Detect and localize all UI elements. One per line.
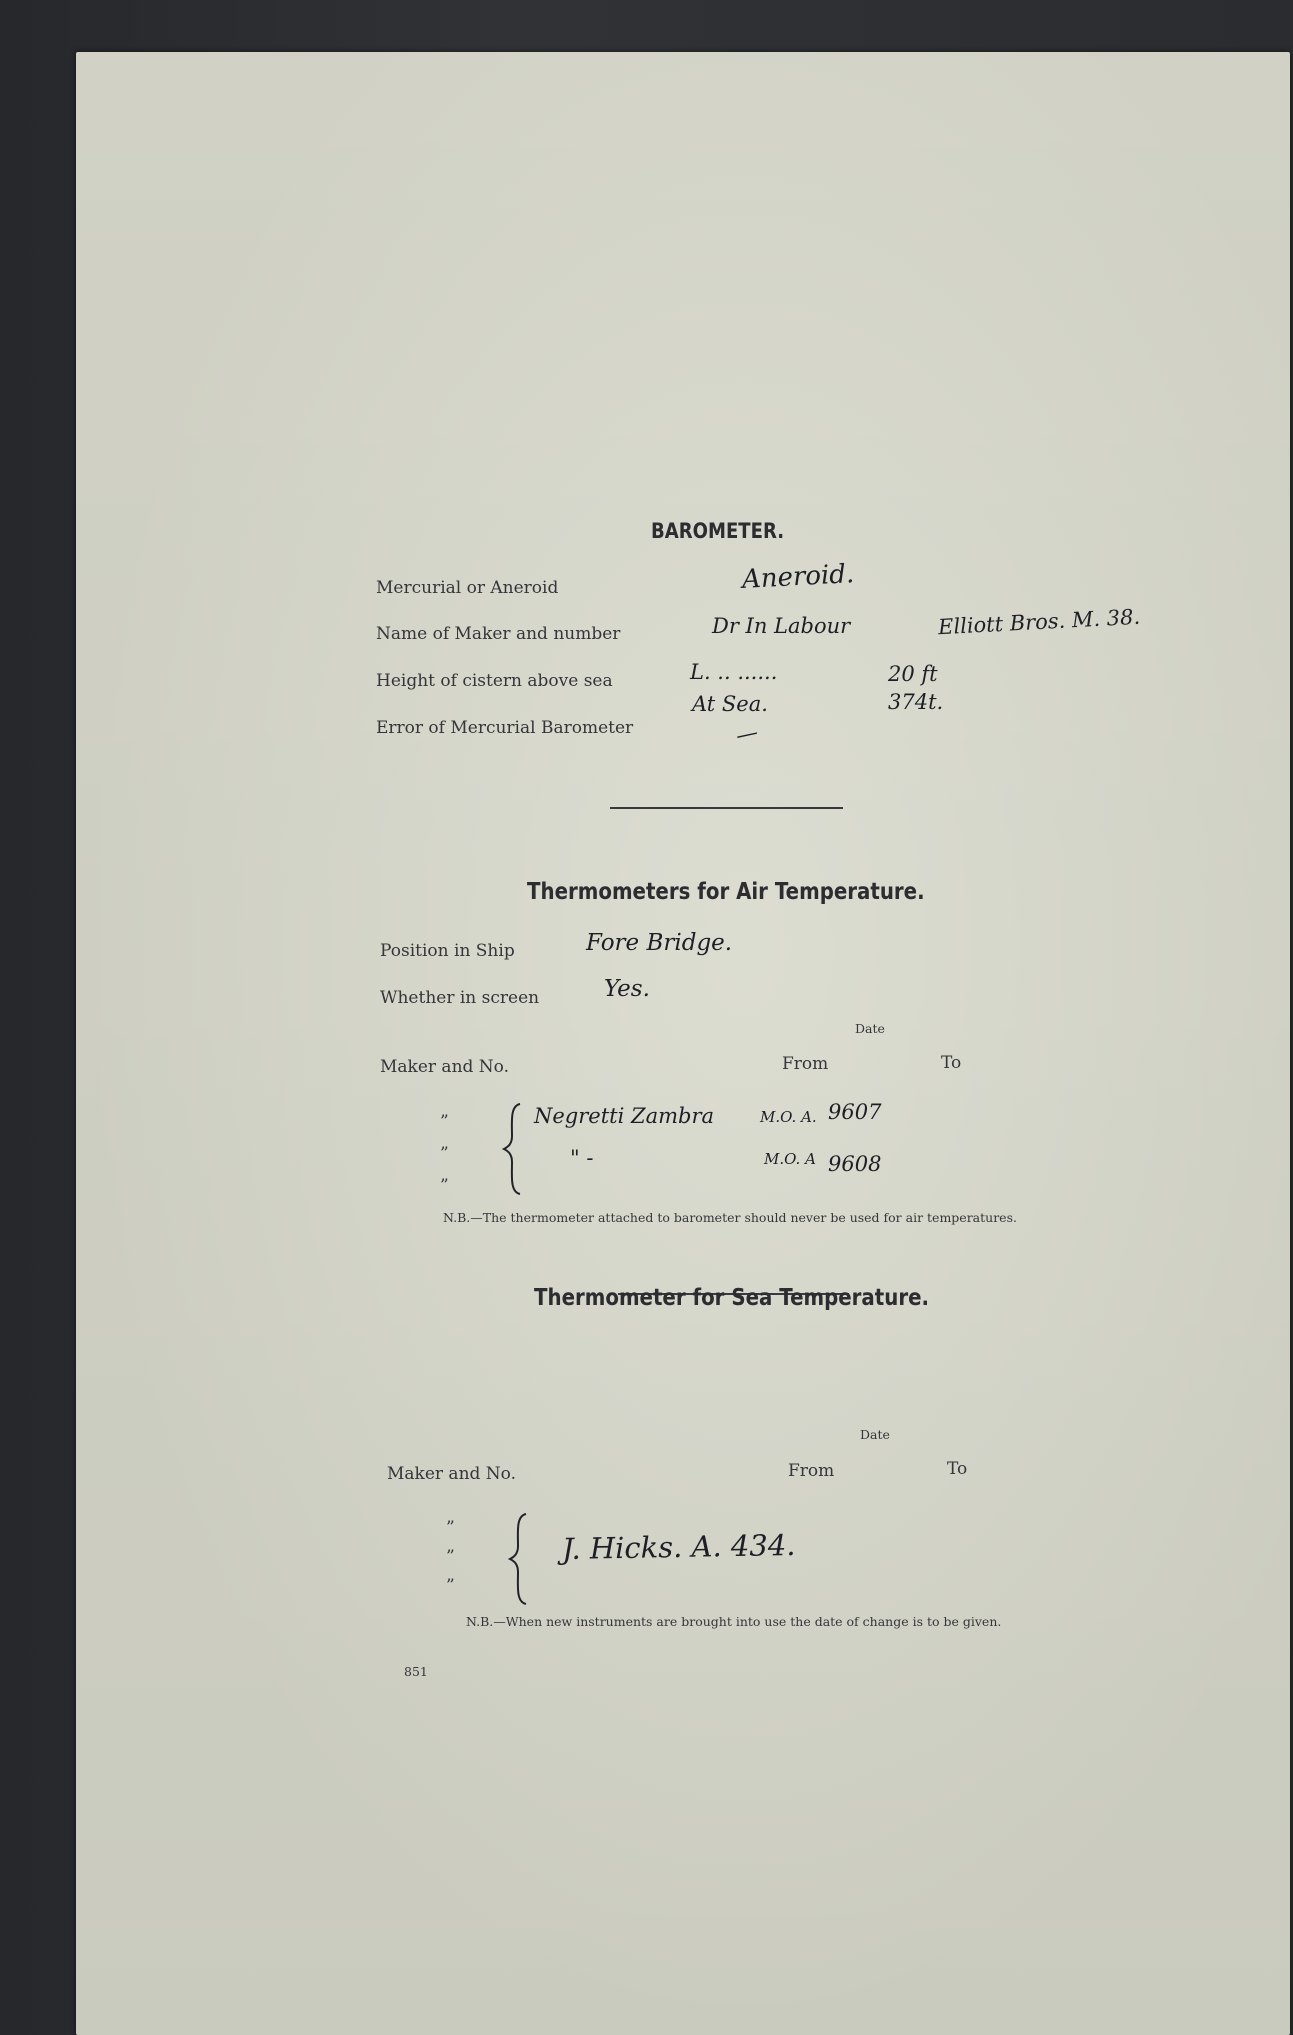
- sea-brace-icon: [508, 1512, 530, 1606]
- barometer-height-label: Height of cistern above sea: [376, 671, 613, 691]
- barometer-height-value: 20 ft: [888, 662, 938, 686]
- air-thermometers-heading: Thermometers for Air Temperature.: [527, 879, 925, 905]
- sea-to-label: To: [947, 1459, 968, 1479]
- air-ditto-2: ”: [440, 1144, 449, 1164]
- form-page: [76, 52, 1290, 2035]
- air-row2-number: 9608: [828, 1152, 882, 1176]
- air-screen-handwriting: Yes.: [604, 976, 650, 1002]
- barometer-error-mark: —: [733, 719, 761, 750]
- sea-thermometer-heading: Thermometer for Sea Temperature.: [534, 1285, 930, 1311]
- barometer-height-dots: L. .. ......: [690, 660, 778, 684]
- form-number: 851: [404, 1664, 428, 1679]
- barometer-at-sea: At Sea.: [692, 692, 768, 716]
- barometer-type-handwriting: Aneroid.: [741, 559, 855, 595]
- sea-maker-label: Maker and No.: [387, 1464, 517, 1484]
- air-date-label: Date: [855, 1021, 885, 1036]
- barometer-type-label: Mercurial or Aneroid: [376, 578, 559, 598]
- air-row1-number: 9607: [828, 1100, 882, 1124]
- barometer-maker-handwriting-right: Elliott Bros. M. 38.: [937, 604, 1141, 640]
- section-divider-1: [610, 807, 843, 809]
- air-row2-maker: " -: [570, 1146, 594, 1170]
- barometer-maker-label: Name of Maker and number: [376, 624, 621, 644]
- air-note: N.B.—The thermometer attached to barometer should never be used for air temperatures.: [443, 1210, 1017, 1225]
- sea-ditto-2: ”: [446, 1547, 455, 1567]
- air-brace-icon: [502, 1102, 524, 1196]
- barometer-maker-handwriting-left: Dr In Labour: [712, 614, 851, 638]
- barometer-error-label: Error of Mercurial Barometer: [376, 718, 634, 738]
- barometer-at-sea-value: 374t.: [888, 690, 944, 714]
- air-ditto-3: ”: [440, 1176, 449, 1196]
- sea-date-label: Date: [860, 1427, 890, 1442]
- air-from-label: From: [782, 1054, 829, 1074]
- barometer-heading: BAROMETER.: [651, 519, 785, 543]
- air-maker-label: Maker and No.: [380, 1057, 510, 1077]
- air-screen-label: Whether in screen: [380, 988, 540, 1008]
- sea-from-label: From: [788, 1461, 835, 1481]
- air-row1-maker: Negretti Zambra: [534, 1104, 715, 1128]
- air-to-label: To: [941, 1053, 962, 1073]
- sea-ditto-3: ”: [446, 1576, 455, 1596]
- sea-note: N.B.—When new instruments are brought into use the date of change is to be given.: [466, 1614, 1002, 1629]
- sea-entry-handwriting: J. Hicks. A. 434.: [561, 1527, 796, 1567]
- air-row1-mark: M.O. A.: [760, 1108, 817, 1126]
- sea-ditto-1: ”: [446, 1518, 455, 1538]
- air-row2-mark: M.O. A: [764, 1150, 816, 1168]
- air-position-handwriting: Fore Bridge.: [586, 930, 733, 956]
- air-ditto-1: ”: [440, 1112, 449, 1132]
- air-position-label: Position in Ship: [380, 941, 515, 961]
